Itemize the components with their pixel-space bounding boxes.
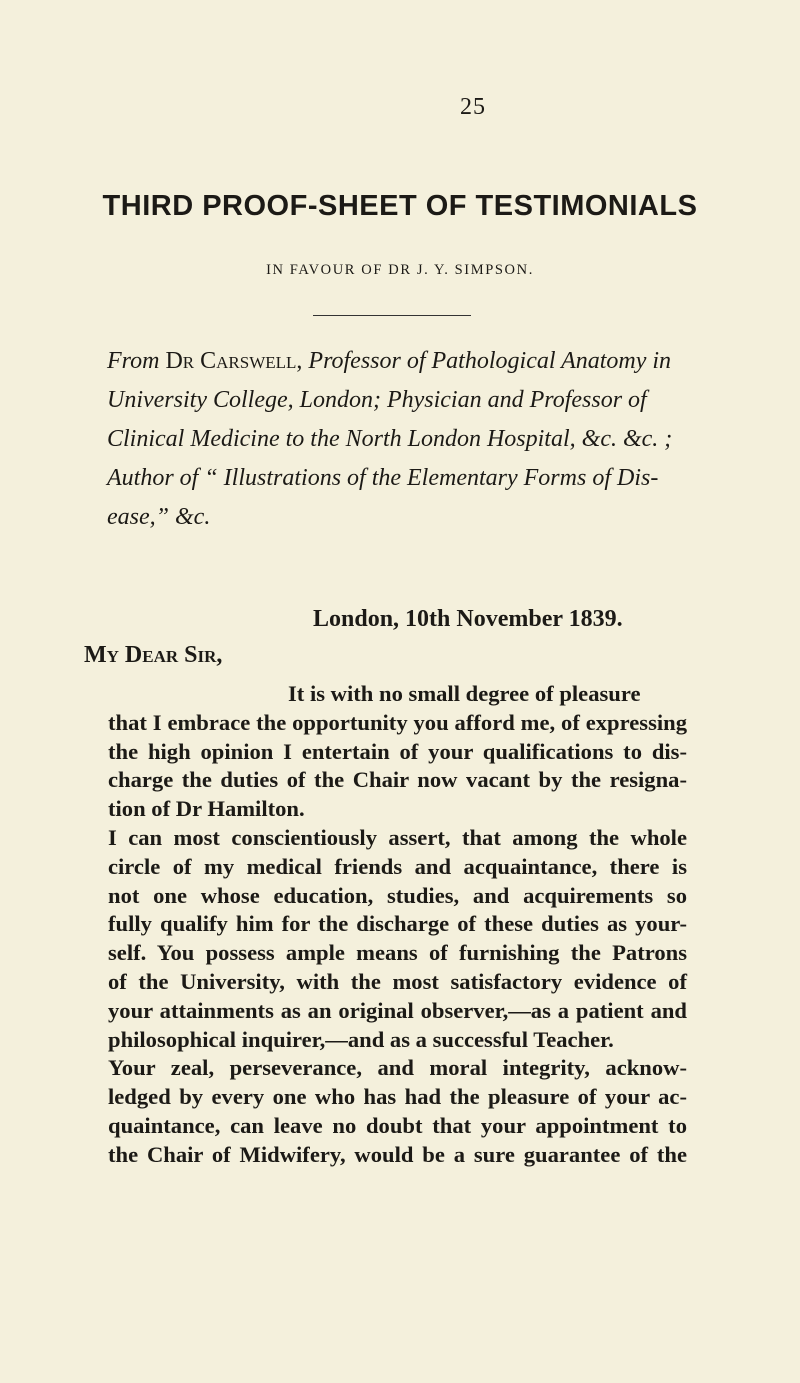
text-line: not one whose education, studies, and acquirements so [108,882,687,908]
heading-line-1 [107,342,687,381]
text-line: philosophical inquirer,—and as a successful Teacher. [108,1026,614,1052]
letter-dateline: London, 10th November 1839. [313,606,623,632]
text-line: ledged by every one who has had the pleasure of your ac- [108,1084,687,1110]
text-line: fully qualify him for the discharge of these duties as your- [108,911,687,937]
text-line: quaintance, can leave no doubt that your appointment to [108,1112,687,1138]
heading-line-5: ease,” &c. [107,504,211,530]
page-number: 25 [460,94,486,120]
heading-line-2: University College, London; Physician and Professor of [107,387,647,413]
text-line: of the University, with the most satisfactory evidence of [108,968,687,994]
paragraph [108,824,687,1054]
text-line: self. You possess ample means of furnishing the Patrons [108,940,687,966]
page-subtitle: IN FAVOUR OF DR J. Y. SIMPSON. [266,262,534,278]
heading-from: From [107,348,160,374]
text-line: the high opinion I entertain of your qualifications to dis- [108,738,687,764]
paragraph [108,1054,687,1169]
text-line: that I embrace the opportunity you afford me, of expressing [108,709,687,735]
text-line: I can most conscientiously assert, that among the whole [108,824,687,850]
divider-rule [313,315,471,316]
text-line: circle of my medical friends and acquaintance, there is [108,853,687,879]
text-line: tion of Dr Hamilton. [108,796,305,822]
letter-salutation: My Dear Sir, [84,642,223,668]
paragraph [108,680,687,824]
text-line: Your zeal, perseverance, and moral integrity, acknow- [108,1055,687,1081]
text-line: the Chair of Midwifery, would be a sure guarantee of the [108,1141,687,1167]
heading-line-4: Author of “ Illustrations of the Elementary Forms of Dis- [107,465,659,491]
text-line: It is with no small degree of pleasure [288,681,641,706]
heading-line-1-rest: Professor of Pathological Anatomy in [308,348,672,374]
page-title: THIRD PROOF-SHEET OF TESTIMONIALS [102,190,698,222]
text-line: charge the duties of the Chair now vacant by the resigna- [108,767,687,793]
text-line: your attainments as an original observer,—as a patient and [108,997,687,1023]
testimonial-heading [107,342,687,537]
letter-body [108,680,687,1170]
heading-author-name: Dr Carswell, [165,348,303,374]
heading-line-3: Clinical Medicine to the North London Hospital, &c. &c. ; [107,426,673,452]
